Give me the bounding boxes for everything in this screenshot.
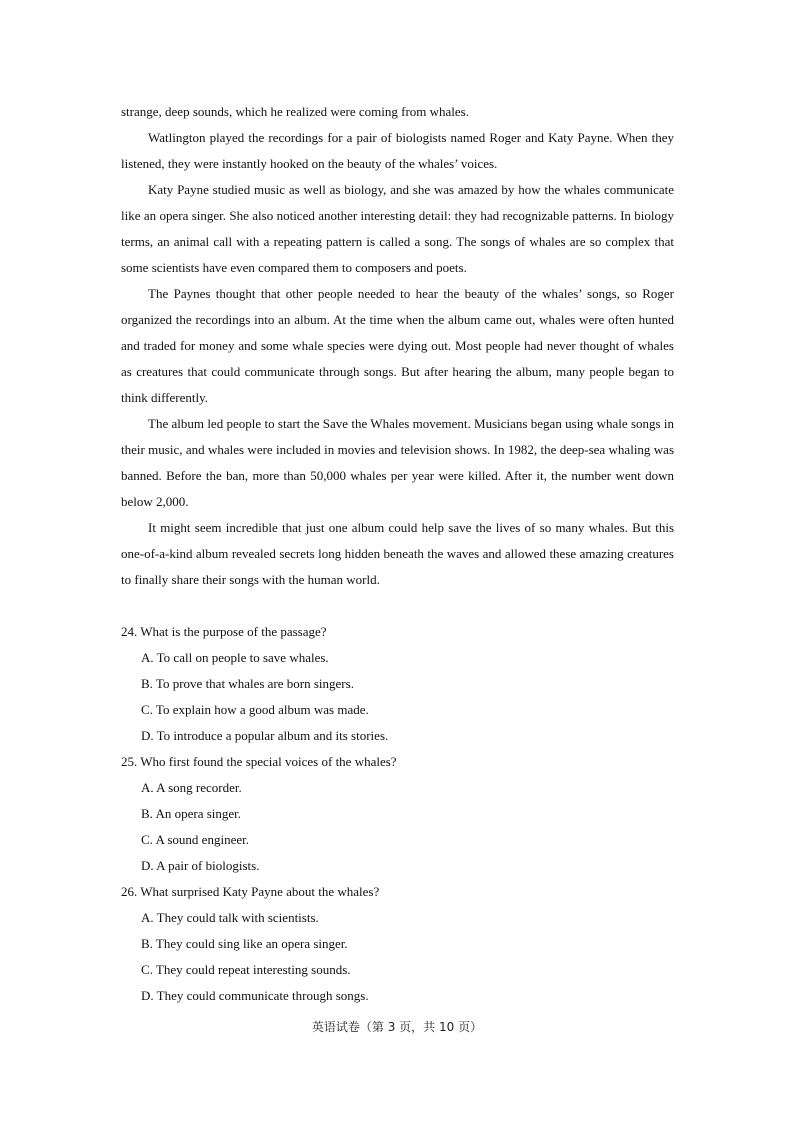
passage-paragraph-5: The album led people to start the Save the Whales movement. Musicians began using whale songs in their music, and whales were included in movies and television shows. In 1982, the deep-sea whaling was banned. Before the ban, more than 50,000 whales per year were killed. After it, the number went down below 2,000. — [121, 416, 674, 509]
question-25 — [121, 749, 674, 879]
option-c: C. To explain how a good album was made. — [141, 702, 369, 717]
reading-passage — [121, 99, 674, 593]
question-text: What is the purpose of the passage? — [140, 624, 327, 639]
question-number: 25. — [121, 754, 138, 769]
option-d: D. They could communicate through songs. — [141, 988, 369, 1003]
page-footer: 英语试卷（第 3 页，共 10 页） — [311, 1020, 483, 1034]
option-d: D. To introduce a popular album and its stories. — [141, 728, 389, 743]
option-b: B. An opera singer. — [141, 806, 242, 821]
question-stem — [121, 749, 674, 775]
option-d: D. A pair of biologists. — [141, 858, 260, 873]
question-number: 26. — [121, 884, 138, 899]
exam-page-content — [121, 99, 674, 1009]
passage-paragraph-3: Katy Payne studied music as well as biology, and she was amazed by how the whales communicate like an opera singer. She also noticed another interesting detail: they had recognizable patterns. In biology terms, an animal call with a repeating pattern is called a song. The songs of whales are so complex that some scientists have even compared them to composers and poets. — [121, 182, 674, 275]
option-a: A. A song recorder. — [141, 780, 242, 795]
question-number: 24. — [121, 624, 138, 639]
passage-paragraph-6: It might seem incredible that just one album could help save the lives of so many whales. But this one-of-a-kind album revealed secrets long hidden beneath the waves and allowed these amazing creatures to finally share their songs with the human world. — [121, 520, 674, 587]
question-24 — [121, 619, 674, 749]
question-26 — [121, 879, 674, 1009]
option-a: A. They could talk with scientists. — [141, 910, 319, 925]
passage-paragraph-1: strange, deep sounds, which he realized were coming from whales. — [121, 104, 469, 119]
option-a: A. To call on people to save whales. — [141, 650, 329, 665]
option-c: C. A sound engineer. — [141, 832, 249, 847]
passage-paragraph-4: The Paynes thought that other people needed to hear the beauty of the whales’ songs, so Roger organized the recordings into an album. At the time when the album came out, whales were often hunted and traded for money and some whale species were dying out. Most people had never thought of whales as creatures that could communicate through songs. But after hearing the album, many people began to think differently. — [121, 286, 674, 405]
question-stem — [121, 619, 674, 645]
question-text: What surprised Katy Payne about the whales? — [140, 884, 380, 899]
option-b: B. They could sing like an opera singer. — [141, 936, 348, 951]
question-list — [121, 619, 674, 1009]
question-stem — [121, 879, 674, 905]
option-c: C. They could repeat interesting sounds. — [141, 962, 351, 977]
question-text: Who first found the special voices of the whales? — [140, 754, 397, 769]
passage-paragraph-2: Watlington played the recordings for a pair of biologists named Roger and Katy Payne. When they listened, they were instantly hooked on the beauty of the whales’ voices. — [121, 130, 674, 171]
option-b: B. To prove that whales are born singers. — [141, 676, 354, 691]
